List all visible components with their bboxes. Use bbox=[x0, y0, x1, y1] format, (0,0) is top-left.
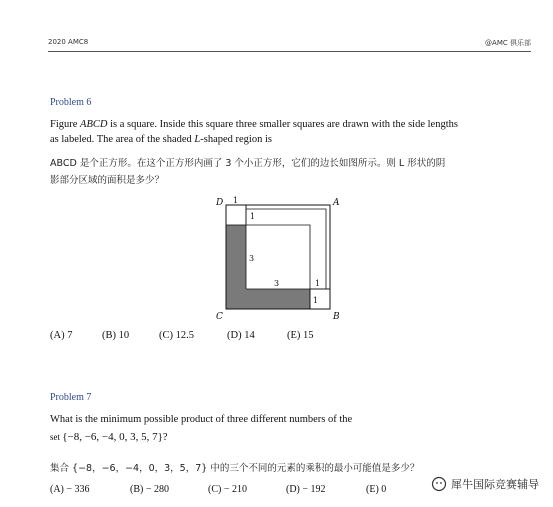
large-inner-square bbox=[246, 205, 330, 289]
problem-6-choice-a: (A) 7 bbox=[50, 330, 73, 341]
problem-7-en-line-2-pre: set bbox=[50, 432, 63, 442]
page-header bbox=[48, 38, 531, 50]
problem-7-zh-line: 集合 {−8，−6，−4，0，3，5，7} 中的三个不同的元素的乘积的最小可能值是多少？ bbox=[50, 463, 420, 474]
watermark bbox=[431, 476, 539, 492]
problem-6-choice-d: (D) 14 bbox=[227, 330, 255, 341]
problem-6-en-line-2 bbox=[50, 134, 272, 145]
problem-6-en-line-1-post: is a square. Inside this square three smaller squares are drawn with the side lengths bbox=[107, 119, 458, 130]
problem-7-choices bbox=[50, 484, 386, 495]
square-figure-svg bbox=[210, 193, 350, 321]
vertex-label-b: B bbox=[333, 312, 340, 321]
problem-6-en-line-2-post: -shaped region is bbox=[200, 134, 272, 145]
problem-7-en-line-2-set: {−8, −6, −4, 0, 3, 5, 7} bbox=[62, 431, 163, 443]
side-label-inner-1: 1 bbox=[250, 212, 256, 221]
problem-7-choice-d: (D) − 192 bbox=[286, 484, 326, 495]
problem-6-choices bbox=[50, 330, 314, 341]
problem-7-en-line-2 bbox=[50, 431, 168, 443]
problem-7-en-line-2-post: ? bbox=[162, 432, 168, 443]
side-label-bottom-3: 3 bbox=[274, 279, 280, 288]
wechat-icon bbox=[431, 476, 447, 492]
problem-7-choice-b: (B) − 280 bbox=[130, 484, 169, 495]
problem-6-en-line-1-pre: Figure bbox=[50, 119, 81, 130]
side-label-top-1: 1 bbox=[233, 196, 239, 205]
problem-6-en-line-2-pre: as labeled. The area of the shaded bbox=[50, 134, 195, 145]
problem-6-choice-e: (E) 15 bbox=[287, 330, 314, 341]
side-label-corner-1: 1 bbox=[313, 296, 319, 305]
vertex-label-a: A bbox=[333, 198, 340, 208]
problem-6-en-line-1 bbox=[50, 119, 458, 130]
problem-6-title: Problem 6 bbox=[50, 97, 92, 108]
watermark-text: 犀牛国际竞赛辅导 bbox=[451, 478, 539, 491]
shaded-l-region bbox=[226, 225, 310, 309]
header-right-text: @AMC 俱乐部 bbox=[485, 39, 531, 47]
header-left-text: 2020 AMC8 bbox=[48, 38, 89, 46]
problem-6-en-line-1-math: ABCD bbox=[80, 119, 108, 130]
problem-6-zh-line-2: 影部分区域的面积是多少？ bbox=[50, 175, 165, 186]
inner-small-square-top bbox=[226, 205, 246, 225]
side-label-left-3: 3 bbox=[249, 254, 255, 263]
problem-7-choice-c: (C) − 210 bbox=[208, 484, 247, 495]
problem-6-choice-c: (C) 12.5 bbox=[159, 330, 194, 341]
header-divider bbox=[48, 51, 531, 52]
problem-7-choice-e: (E) 0 bbox=[366, 484, 387, 495]
vertex-label-c: C bbox=[216, 312, 223, 321]
problem-7-choice-a: (A) − 336 bbox=[50, 484, 90, 495]
problem-6-zh-line-1: ABCD 是个正方形。在这个正方形内画了 3 个小正方形，它们的边长如图所示。则 L 形状的阴 bbox=[50, 158, 446, 169]
side-label-right-1: 1 bbox=[315, 279, 321, 288]
problem-6-choice-b: (B) 10 bbox=[102, 330, 130, 341]
vertex-label-d: D bbox=[216, 198, 224, 208]
problem-7-en-line-1: What is the minimum possible product of three different numbers of the bbox=[50, 414, 353, 425]
square-figure bbox=[210, 193, 350, 321]
problem-7-title: Problem 7 bbox=[50, 392, 92, 403]
problem-6-en-line-2-math: L bbox=[194, 134, 201, 145]
